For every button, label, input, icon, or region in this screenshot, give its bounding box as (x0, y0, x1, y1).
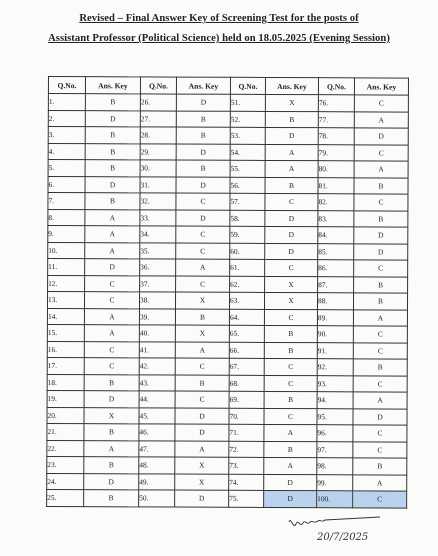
answer-key-cell: D (85, 176, 140, 193)
question-number-cell: 52. (230, 111, 265, 128)
question-number-cell: 30. (140, 160, 176, 177)
signature-date: 20/7/2025 (317, 532, 369, 543)
table-row (47, 324, 407, 342)
answer-key-cell: D (353, 408, 407, 425)
question-number-cell: 70. (229, 408, 264, 425)
answer-key-cell: A (354, 161, 408, 178)
table-row (48, 160, 408, 178)
question-number-cell: 23. (47, 456, 84, 473)
answer-key-cell: B (84, 374, 139, 391)
answer-key-cell: C (354, 95, 408, 112)
answer-key-cell: D (175, 424, 229, 441)
answer-key-cell: B (84, 490, 139, 507)
question-number-cell: 7. (48, 193, 85, 210)
header-qno: Q.No. (48, 77, 85, 94)
answer-key-cell: B (84, 457, 139, 474)
table-row (48, 275, 408, 293)
question-number-cell: 17. (47, 357, 84, 374)
question-number-cell: 56. (230, 177, 265, 194)
question-number-cell: 24. (47, 473, 84, 490)
question-number-cell: 44. (139, 391, 175, 408)
answer-key-cell: D (265, 243, 318, 260)
answer-key-cell: C (353, 342, 407, 359)
table-row (47, 489, 407, 507)
answer-key-cell: X (175, 325, 229, 342)
question-number-cell: 99. (317, 474, 353, 491)
question-number-cell: 9. (48, 226, 85, 243)
question-number-cell: 45. (139, 407, 175, 424)
question-number-cell: 100. (317, 491, 353, 508)
answer-key-cell: B (353, 359, 407, 376)
question-number-cell: 39. (139, 308, 175, 325)
question-number-cell: 10. (48, 242, 85, 259)
answer-key-cell: A (85, 242, 140, 259)
question-number-cell: 53. (230, 127, 265, 144)
question-number-cell: 31. (140, 176, 176, 193)
answer-key-cell: A (84, 325, 139, 342)
signature (285, 512, 395, 548)
question-number-cell: 50. (139, 490, 175, 507)
question-number-cell: 46. (139, 424, 175, 441)
question-number-cell: 1. (48, 94, 85, 111)
answer-key-table (46, 76, 409, 508)
answer-key-cell: X (265, 94, 318, 111)
table-row (47, 390, 407, 408)
table-row (48, 127, 408, 145)
answer-key-cell: A (353, 392, 407, 409)
table-row (48, 259, 408, 277)
question-number-cell: 48. (139, 457, 175, 474)
question-number-cell: 94. (317, 392, 353, 409)
question-number-cell: 11. (48, 259, 85, 276)
question-number-cell: 28. (140, 127, 176, 144)
question-number-cell: 95. (317, 408, 353, 425)
answer-key-cell: C (354, 144, 408, 161)
question-number-cell: 47. (139, 440, 175, 457)
header-ans-key: Ans. Key (265, 77, 318, 94)
question-number-cell: 66. (229, 342, 264, 359)
question-number-cell: 37. (140, 275, 176, 292)
table-row (48, 226, 408, 244)
question-number-cell: 2. (48, 110, 85, 127)
question-number-cell: 68. (229, 375, 264, 392)
answer-key-cell: C (353, 326, 407, 343)
question-number-cell: 3. (48, 127, 85, 144)
answer-key-cell: B (354, 276, 408, 293)
question-number-cell: 75. (229, 490, 264, 507)
question-number-cell: 72. (229, 441, 264, 458)
question-number-cell: 43. (139, 374, 175, 391)
answer-key-cell: D (265, 226, 318, 243)
question-number-cell: 5. (48, 160, 85, 177)
question-number-cell: 89. (317, 309, 353, 326)
question-number-cell: 42. (139, 358, 175, 375)
question-number-cell: 38. (139, 292, 175, 309)
answer-key-cell: C (353, 425, 407, 442)
answer-key-cell: X (175, 474, 229, 491)
question-number-cell: 71. (229, 424, 264, 441)
answer-key-cell: C (85, 275, 140, 292)
question-number-cell: 41. (139, 341, 175, 358)
answer-key-cell: C (264, 358, 317, 375)
answer-key-cell: C (264, 375, 317, 392)
answer-key-cell: B (176, 111, 230, 128)
answer-key-cell: B (85, 160, 140, 177)
answer-key-cell: B (264, 342, 317, 359)
question-number-cell: 54. (230, 144, 265, 161)
answer-key-cell: C (354, 260, 408, 277)
question-number-cell: 74. (229, 474, 264, 491)
question-number-cell: 21. (47, 423, 84, 440)
table-row (47, 357, 407, 375)
question-number-cell: 49. (139, 473, 175, 490)
table-row (48, 193, 408, 211)
signature-scribble (289, 517, 380, 526)
question-number-cell: 25. (47, 489, 84, 506)
question-number-cell: 63. (229, 292, 264, 309)
question-number-cell: 79. (318, 144, 354, 161)
answer-key-cell: C (84, 341, 139, 358)
answer-key-cell: A (85, 209, 140, 226)
question-number-cell: 69. (229, 391, 264, 408)
question-number-cell: 13. (47, 292, 84, 309)
question-number-cell: 59. (230, 226, 265, 243)
answer-key-cell: B (176, 160, 230, 177)
answer-key-cell: A (353, 474, 407, 491)
answer-key-cell: C (176, 226, 230, 243)
question-number-cell: 19. (47, 390, 84, 407)
answer-key-cell: D (85, 259, 140, 276)
question-number-cell: 73. (229, 457, 264, 474)
answer-key-cell: B (354, 177, 408, 194)
question-number-cell: 51. (230, 94, 265, 111)
table-row (47, 308, 407, 326)
answer-key-cell: B (85, 143, 140, 160)
answer-key-cell: A (176, 259, 230, 276)
question-number-cell: 80. (318, 161, 354, 178)
answer-key-cell: A (84, 440, 139, 457)
question-number-cell: 18. (47, 374, 84, 391)
answer-key-cell: A (84, 308, 139, 325)
question-number-cell: 12. (48, 275, 85, 292)
question-number-cell: 26. (140, 94, 176, 111)
answer-key-cell: C (353, 375, 407, 392)
answer-key-cell: A (354, 111, 408, 128)
table-header-row (48, 77, 408, 96)
answer-key-cell: D (265, 210, 318, 227)
table-row (47, 292, 407, 310)
answer-key-cell: C (176, 193, 230, 210)
answer-key-cell: A (175, 441, 229, 458)
table-row (47, 341, 407, 359)
question-number-cell: 92. (317, 359, 353, 376)
question-number-cell: 90. (317, 326, 353, 343)
answer-key-cell: C (176, 243, 230, 260)
answer-key-cell: C (265, 259, 318, 276)
answer-key-cell: A (264, 424, 317, 441)
answer-key-cell: C (175, 391, 229, 408)
answer-key-cell: X (175, 292, 229, 309)
answer-key-cell: B (84, 424, 139, 441)
answer-key-cell: A (265, 144, 318, 161)
question-number-cell: 64. (229, 309, 264, 326)
answer-key-cell: C (264, 309, 317, 326)
question-number-cell: 91. (317, 342, 353, 359)
answer-key-cell: A (175, 342, 229, 359)
table-row (48, 242, 408, 260)
question-number-cell: 96. (317, 425, 353, 442)
table-row (47, 440, 407, 458)
answer-key-cell: B (354, 210, 408, 227)
question-number-cell: 40. (139, 325, 175, 342)
answer-key-cell: C (264, 408, 317, 425)
answer-key-cell: D (354, 128, 408, 145)
question-number-cell: 22. (47, 440, 84, 457)
question-number-cell: 77. (318, 111, 354, 128)
document-title-line-1: Revised – Final Answer Key of Screening Test for the posts of (79, 13, 359, 24)
header-ans-key: Ans. Key (176, 77, 230, 94)
question-number-cell: 8. (48, 209, 85, 226)
question-number-cell: 20. (47, 407, 84, 424)
question-number-cell: 60. (230, 243, 265, 260)
table-row (48, 209, 408, 227)
question-number-cell: 36. (140, 259, 176, 276)
answer-key-cell: B (85, 127, 140, 144)
header-ans-key: Ans. Key (354, 78, 408, 95)
question-number-cell: 85. (318, 243, 354, 260)
question-number-cell: 55. (230, 160, 265, 177)
question-number-cell: 27. (140, 110, 176, 127)
question-number-cell: 33. (140, 209, 176, 226)
answer-key-cell: B (264, 441, 317, 458)
answer-key-cell: A (264, 457, 317, 474)
question-number-cell: 98. (317, 458, 353, 475)
header-ans-key: Ans. Key (85, 77, 140, 94)
question-number-cell: 87. (318, 276, 354, 293)
answer-key-cell: B (264, 325, 317, 342)
answer-key-cell: B (265, 111, 318, 128)
header-qno: Q.No. (230, 77, 265, 94)
answer-key-cell: D (354, 227, 408, 244)
answer-key-cell: B (175, 375, 229, 392)
question-number-cell: 67. (229, 358, 264, 375)
answer-key-cell: D (264, 474, 317, 491)
answer-key-cell: B (353, 458, 407, 475)
answer-key-cell: D (84, 473, 139, 490)
question-number-cell: 97. (317, 441, 353, 458)
question-number-cell: 65. (229, 325, 264, 342)
answer-key-cell: B (264, 391, 317, 408)
answer-key-cell: D (264, 490, 317, 507)
answer-key-cell: B (175, 309, 229, 326)
header-qno: Q.No. (318, 78, 354, 95)
answer-key-cell: B (176, 127, 230, 144)
answer-key-cell: D (175, 408, 229, 425)
answer-key-cell: X (84, 407, 139, 424)
question-number-cell: 32. (140, 193, 176, 210)
question-number-cell: 58. (230, 210, 265, 227)
answer-key-cell: D (265, 127, 318, 144)
table-row (48, 110, 408, 128)
answer-key-cell: D (85, 110, 140, 127)
question-number-cell: 35. (140, 242, 176, 259)
table-row (48, 176, 408, 194)
answer-key-cell: C (84, 292, 139, 309)
answer-key-cell: C (353, 491, 407, 508)
question-number-cell: 78. (318, 128, 354, 145)
table-row (47, 456, 407, 474)
answer-key-cell: D (176, 210, 230, 227)
table-row (47, 473, 407, 491)
question-number-cell: 76. (318, 95, 354, 112)
table-row (47, 423, 407, 441)
question-number-cell: 57. (230, 193, 265, 210)
answer-key-cell: C (354, 194, 408, 211)
question-number-cell: 34. (140, 226, 176, 243)
answer-key-cell: B (85, 193, 140, 210)
document-title-line-2: Assistant Professor (Political Science) held on 18.05.2025 (Evening Session) (48, 33, 390, 44)
answer-key-cell: C (265, 193, 318, 210)
answer-key-cell: D (84, 391, 139, 408)
question-number-cell: 83. (318, 210, 354, 227)
question-number-cell: 16. (47, 341, 84, 358)
answer-key-cell: B (85, 94, 140, 111)
question-number-cell: 4. (48, 143, 85, 160)
answer-key-cell: D (175, 490, 229, 507)
answer-key-cell: D (176, 94, 230, 111)
answer-key-cell: C (84, 358, 139, 375)
table-row (48, 94, 408, 112)
answer-key-cell: X (265, 276, 318, 293)
question-number-cell: 62. (230, 276, 265, 293)
question-number-cell: 86. (318, 260, 354, 277)
question-number-cell: 29. (140, 143, 176, 160)
question-number-cell: 14. (47, 308, 84, 325)
question-number-cell: 6. (48, 176, 85, 193)
table-row (47, 407, 407, 425)
answer-key-cell: X (264, 292, 317, 309)
question-number-cell: 15. (47, 324, 84, 341)
answer-key-cell: D (176, 177, 230, 194)
header-qno: Q.No. (140, 77, 176, 94)
question-number-cell: 82. (318, 194, 354, 211)
question-number-cell: 84. (318, 227, 354, 244)
answer-key-cell: X (175, 457, 229, 474)
answer-key-cell: A (85, 226, 140, 243)
answer-key-cell: C (175, 358, 229, 375)
answer-key-cell: B (265, 177, 318, 194)
table-row (48, 143, 408, 161)
question-number-cell: 88. (317, 293, 353, 310)
question-number-cell: 61. (230, 259, 265, 276)
question-number-cell: 93. (317, 375, 353, 392)
answer-key-cell: A (265, 160, 318, 177)
answer-key-cell: D (176, 144, 230, 161)
answer-key-cell: B (353, 293, 407, 310)
question-number-cell: 81. (318, 177, 354, 194)
answer-key-cell: C (176, 276, 230, 293)
answer-key-cell: C (353, 441, 407, 458)
table-row (47, 374, 407, 392)
answer-key-cell: A (353, 309, 407, 326)
answer-key-cell: D (354, 243, 408, 260)
